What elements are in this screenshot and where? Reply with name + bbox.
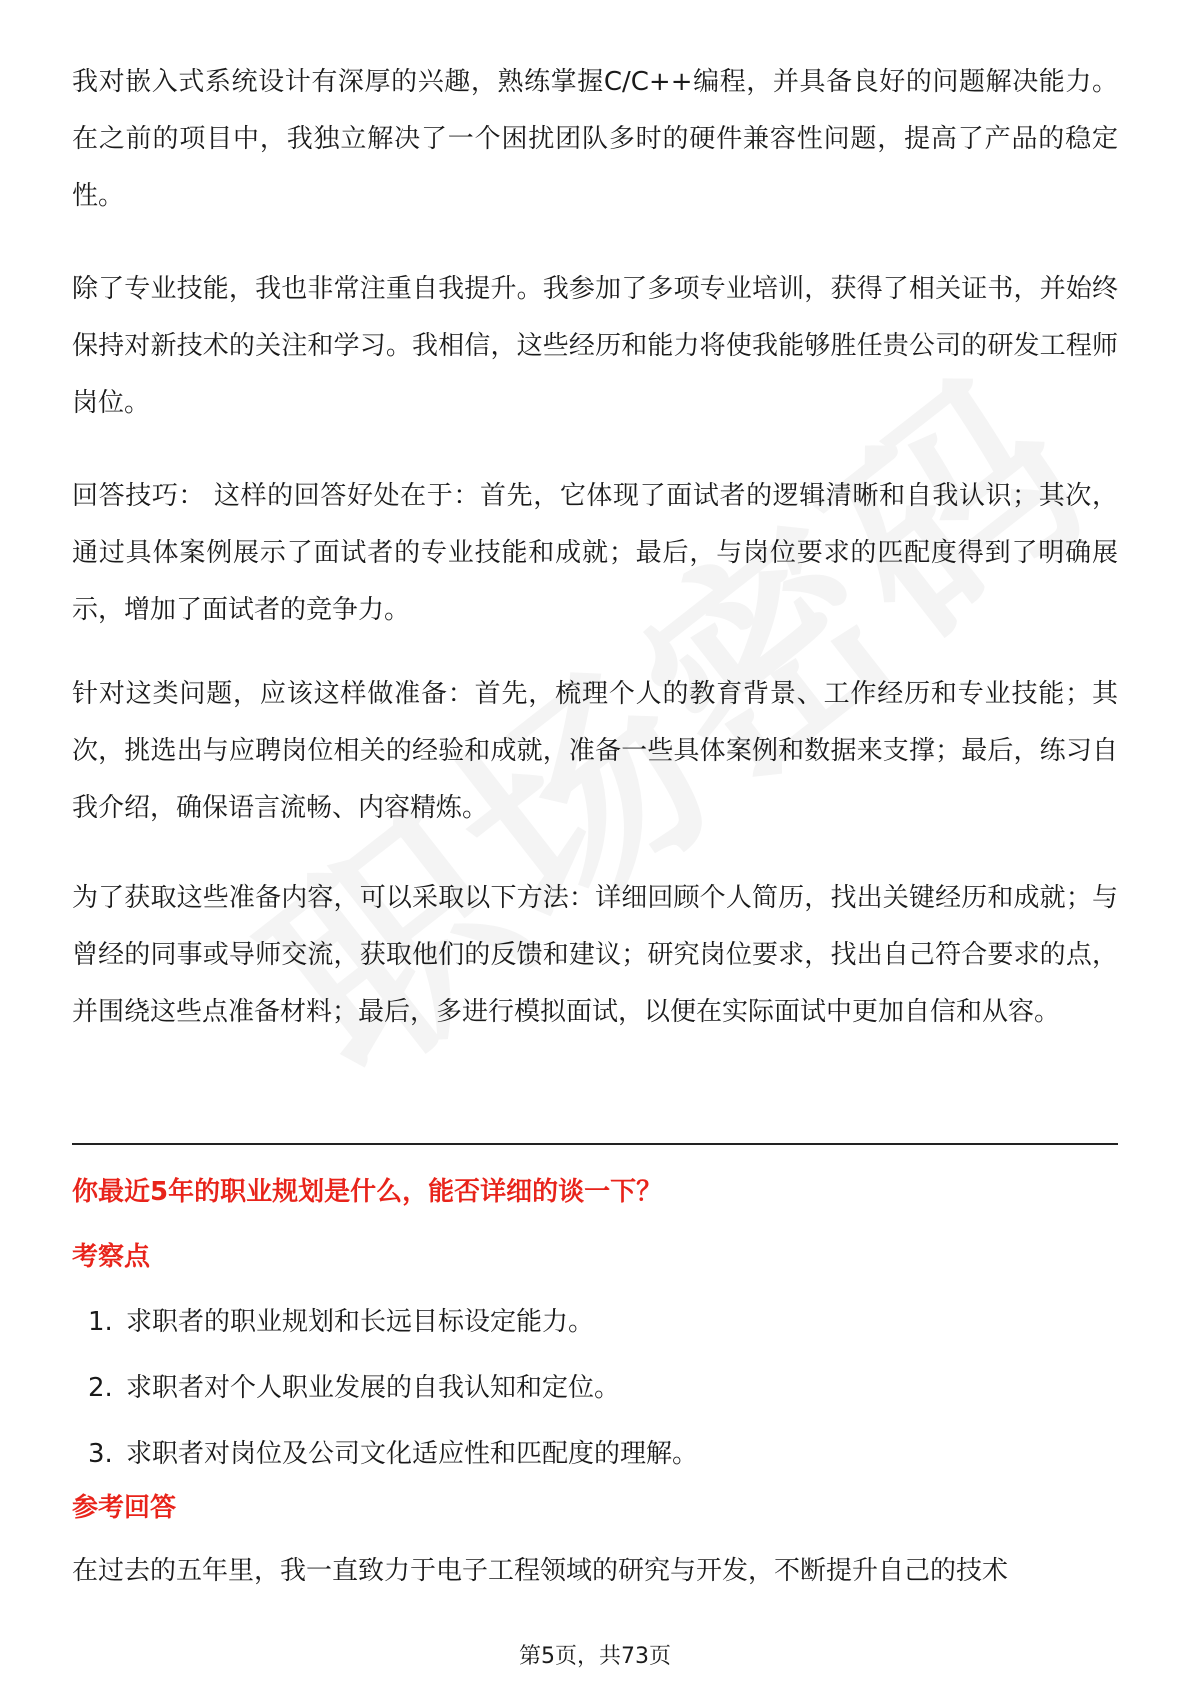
list-item [72,1368,698,1408]
paragraph-preparation: 针对这类问题，应该这样做准备：首先，梳理个人的教育背景、工作经历和专业技能；其次，挑选出与应聘岗位相关的经验和成就，准备一些具体案例和数据来支撑；最后，练习自我介绍，确保语言流畅、内容精炼。 [72,679,1118,823]
paragraph-answer-start: 在过去的五年里，我一直致力于电子工程领域的研究与开发，不断提升自己的技术 [72,1556,1009,1586]
paragraph-embedded-skills: 我对嵌入式系统设计有深厚的兴趣，熟练掌握C/C++编程，并具备良好的问题解决能力。在之前的项目中，我独立解决了一个困扰团队多时的硬件兼容性问题，提高了产品的稳定性。 [72,67,1118,211]
points-list [72,1302,698,1500]
answer-heading: 参考回答 [72,1493,177,1523]
paragraph-methods: 为了获取这些准备内容，可以采取以下方法：详细回顾个人简历，找出关键经历和成就；与曾经的同事或导师交流，获取他们的反馈和建议；研究岗位要求，找出自己符合要求的点，并围绕这些点准备材料；最后，多进行模拟面试，以便在实际面试中更加自信和从容。 [72,883,1118,1027]
paragraph-self-improvement: 除了专业技能，我也非常注重自我提升。我参加了多项专业培训，获得了相关证书，并始终保持对新技术的关注和学习。我相信，这些经历和能力将使我能够胜任贵公司的研发工程师岗位。 [72,274,1118,418]
list-number: 2. [88,1373,113,1403]
list-item [72,1434,698,1474]
list-number: 1. [88,1307,113,1337]
page-footer: 第5页，共73页 [519,1644,671,1669]
section-divider [72,1143,1118,1145]
list-item-text: 求职者对个人职业发展的自我认知和定位。 [126,1373,621,1403]
paragraph-answer-tips: 回答技巧： 这样的回答好处在于：首先，它体现了面试者的逻辑清晰和自我认识；其次，通过具体案例展示了面试者的专业技能和成就；最后，与岗位要求的匹配度得到了明确展示，增加了面试者的竞争力。 [72,481,1118,625]
interview-question: 你最近5年的职业规划是什么，能否详细的谈一下？ [72,1177,663,1207]
list-number: 3. [88,1439,113,1469]
list-item [72,1302,698,1342]
list-item-text: 求职者对岗位及公司文化适应性和匹配度的理解。 [126,1439,699,1469]
points-heading: 考察点 [72,1242,151,1272]
document-page [72,0,1118,1684]
list-item-text: 求职者的职业规划和长远目标设定能力。 [126,1307,595,1337]
